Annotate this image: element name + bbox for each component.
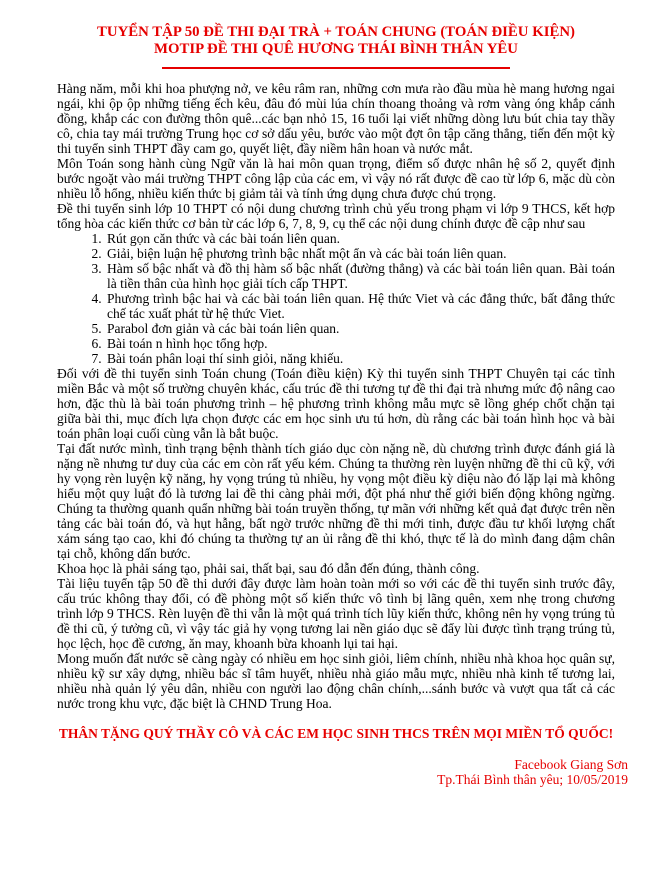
body-paragraph: Đối với đề thi tuyển sinh Toán chung (Toán điều kiện) Kỳ thi tuyển sinh THPT Chuyên tại các tỉnh miền Bắc và một số trường chuyên khác, cấu trúc đề thi tương tự đề thi đại trà nhưng mức độ nâng cao hơn, đặc thù là bài toán phương trình – hệ phương trình không mẫu mực sẽ lồng ghép chốt chặn tại giữa bài thi, mục đích lựa chọn được các em học sinh ưu tú hơn, dù rằng các bài toán hình học và bài toán phân loại cuối cùng vẫn là bắt buộc. (57, 366, 615, 441)
signature-author: Facebook Giang Sơn (514, 757, 628, 772)
body-paragraph: Mong muốn đất nước sẽ càng ngày có nhiều em học sinh giỏi, liêm chính, nhiều nhà khoa học quân sự, nhiều kỹ sư xây dựng, nhiều bác sĩ tâm huyết, nhiều nhà giáo mẫu mực, nhiều nhà kinh tế tương lai, nhiều nhà quản lý yêu dân, nhiều con người lao động chân chính,...sánh bước và vượt qua tất cả các nước trong khu vực, đặc biệt là CHND Trung Hoa. (57, 651, 615, 711)
body-paragraph: Đề thi tuyển sinh lớp 10 THPT có nội dung chương trình chủ yếu trong phạm vi lớp 9 THCS, kết hợp tổng hòa các kiến thức cơ bản từ các lớp 6, 7, 8, 9, cụ thể các nội dung chính được đề cập như sau (57, 201, 615, 231)
list-item: 6. Bài toán n hình học tổng hợp. (105, 336, 615, 351)
body-paragraph: Tại đất nước mình, tình trạng bệnh thành tích giáo dục còn nặng nề, dù chương trình được đánh giá là nặng nề nhưng tư duy của các em còn rất yếu kém. Chúng ta thường rèn luyện những đề thi cũ kỹ, với hy vọng rèn luyện kỹ năng, hy vọng trúng tủ nhiều, hy vọng một điều kỳ diệu nào đó lặp lại mà không hiểu một quy luật đó là tương lai đề thi càng phải mới, đột phá như thế giới biến động không ngừng. Chúng ta thường quanh quẩn những bài toán truyền thống, tự mãn với những kết quả đạt được trên nền tảng các bài toán đó, và hụt hẫng, bất ngờ trước những đề thi mới tinh, được đầu tư khối lượng chất xám sáng tạo cao, khi đó chúng ta thường tự an ủi rằng đề thi khó, thực tế là do mình đang dậm chân tại chỗ, không dấn bước. (57, 441, 615, 561)
document-body (57, 81, 615, 711)
list-item: 1. Rút gọn căn thức và các bài toán liên quan. (105, 231, 615, 246)
body-paragraph: Khoa học là phải sáng tạo, phải sai, thất bại, sau đó dẫn đến đúng, thành công. (57, 561, 480, 576)
body-paragraph: Môn Toán song hành cùng Ngữ văn là hai môn quan trọng, điểm số được nhân hệ số 2, quyết định bước ngoặt vào mái trường THPT công lập của các em, vì vậy nó rất được đề cao từ lớp 6, mặc dù còn nhiều lỗ hổng, nhiều kiến thức bị giảm tải và tính ứng dụng chưa được chú trọng. (57, 156, 615, 201)
list-item: 2. Giải, biện luận hệ phương trình bậc nhất một ẩn và các bài toán liên quan. (105, 246, 615, 261)
signature-place-date: Tp.Thái Bình thân yêu; 10/05/2019 (437, 772, 628, 787)
list-item: 5. Parabol đơn giản và các bài toán liên quan. (105, 321, 615, 336)
title-line-1: TUYỂN TẬP 50 ĐỀ THI ĐẠI TRÀ + TOÁN CHUNG (TOÁN ĐIỀU KIỆN) (97, 24, 575, 40)
dedication-line: THÂN TẶNG QUÝ THẦY CÔ VÀ CÁC EM HỌC SINH THCS TRÊN MỌI MIỀN TỔ QUỐC! (58, 726, 614, 741)
document-title (57, 24, 615, 57)
topics-list (57, 231, 615, 366)
signature-block (57, 757, 628, 787)
body-paragraph: Tài liệu tuyển tập 50 đề thi dưới đây được làm hoàn toàn mới so với các đề thi tuyển sinh trước đây, cấu trúc không thay đổi, có đề phòng một số kiến thức vô tình bị lãng quên, xem nhẹ trong chương trình lớp 9 THCS. Rèn luyện đề thi vẫn là một quá trình tích lũy kiến thức, không nên hy vọng trúng tủ đề thi cũ, ý tưởng cũ, vì vậy tác giả hy vọng tương lai nền giáo dục sẽ đẩy lùi được tình trạng trúng tủ, học lệch, học đề cương, ăn may, khoanh bừa khoanh lụi tai hại. (57, 576, 615, 651)
title-line-2: MOTIP ĐỀ THI QUÊ HƯƠNG THÁI BÌNH THÂN YÊU (154, 40, 518, 57)
list-item: 7. Bài toán phân loại thí sinh giỏi, năng khiếu. (105, 351, 615, 366)
list-item: 3. Hàm số bậc nhất và đồ thị hàm số bậc nhất (đường thẳng) và các bài toán liên quan. Bài toán là tiền thân của hình học giải tích cấp THPT. (105, 261, 615, 291)
title-divider (162, 67, 510, 69)
body-paragraph: Hàng năm, mỗi khi hoa phượng nở, ve kêu râm ran, những cơn mưa rào đầu mùa hè mang hương ngai ngái, khi ộp ộp những tiếng ếch kêu, đâu đó mùi lúa chín thoang thoảng và rơm vàng óng khắp cánh đồng, khắp các con đường thôn quê...các bạn nhỏ 15, 16 tuổi lại viết những dòng lưu bút chia tay thầy cô, chia tay mái trường Trung học cơ sở dấu yêu, bước vào một đợt ôn tập căng thẳng, tiến đến một kỳ thi tuyển sinh THPT đầy cam go, quyết liệt, đầy niềm hân hoan và nước mắt. (57, 81, 615, 156)
list-item: 4. Phương trình bậc hai và các bài toán liên quan. Hệ thức Viet và các đẳng thức, bất đẳng thức chế tác xuất phát từ hệ thức Viet. (105, 291, 615, 321)
